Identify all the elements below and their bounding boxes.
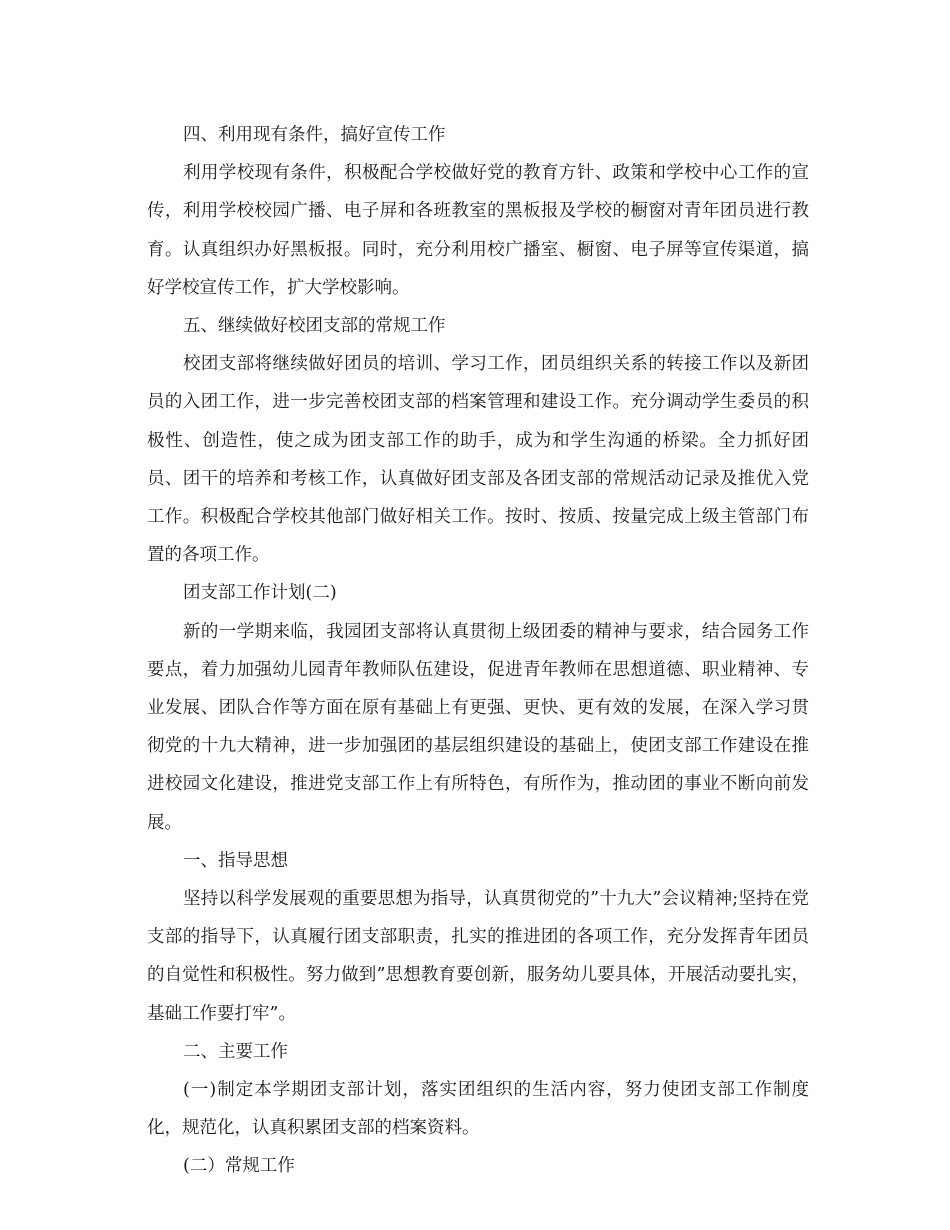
paragraph-routine-work: 校团支部将继续做好团员的培训、学习工作，团员组织关系的转接工作以及新团员的入团工作，进一步完善校团支部的档案管理和建设工作。充分调动学生委员的积极性、创造性，使之成为团支部工作的助手，成为和学生沟通的桥梁。全力抓好团员、团干的培养和考核工作，认真做好团支部及各团支部的常规活动记录及推优入党工作。积极配合学校其他部门做好相关工作。按时、按质、按量完成上级主管部门布置的各项工作。: [147, 354, 809, 566]
section-heading-publicity: 四、利用现有条件，搞好宣传工作: [183, 125, 446, 145]
paragraph-main-work-one: (一)制定本学期团支部计划，落实团组织的生活内容，努力使团支部工作制度化，规范化，认真积累团支部的档案资料。: [147, 1080, 809, 1139]
paragraph-plan-intro: 新的一学期来临，我园团支部将认真贯彻上级团委的精神与要求，结合园务工作要点，着力加强幼儿园青年教师队伍建设，促进青年教师在思想道德、职业精神、专业发展、团队合作等方面在原有基础上有更强、更快、更有效的发展，在深入学习贯彻党的十九大精神，进一步加强团的基层组织建设的基础上，使团支部工作建设在推进校园文化建设，推进党支部工作上有所特色，有所作为，推动团的事业不断向前发展。: [147, 621, 809, 833]
paragraph-publicity: 利用学校现有条件，积极配合学校做好党的教育方针、政策和学校中心工作的宣传，利用学校校园广播、电子屏和各班教室的黑板报及学校的橱窗对青年团员进行教育。认真组织办好黑板报。同时，充分利用校广播室、橱窗、电子屏等宣传渠道，搞好学校宣传工作，扩大学校影响。: [147, 163, 809, 298]
section-heading-guiding-thought: 一、指导思想: [183, 850, 288, 871]
subheading-regular-work: (二）常规工作: [183, 1156, 295, 1177]
paragraph-guiding-thought: 坚持以科学发展观的重要思想为指导，认真贯彻党的”十九大”会议精神;坚持在党支部的指导下，认真履行团支部职责，扎实的推进团的各项工作，充分发挥青年团员的自觉性和积极性。努力做到”思想教育要创新，服务幼儿要具体，开展活动要扎实，基础工作要打牢”。: [147, 889, 809, 1024]
document-body: [147, 116, 809, 1186]
section-heading-main-work: 二、主要工作: [183, 1041, 288, 1062]
plan-title-two: 团支部工作计划(二): [183, 583, 337, 604]
section-heading-routine-work: 五、继续做好校团支部的常规工作: [183, 316, 446, 337]
